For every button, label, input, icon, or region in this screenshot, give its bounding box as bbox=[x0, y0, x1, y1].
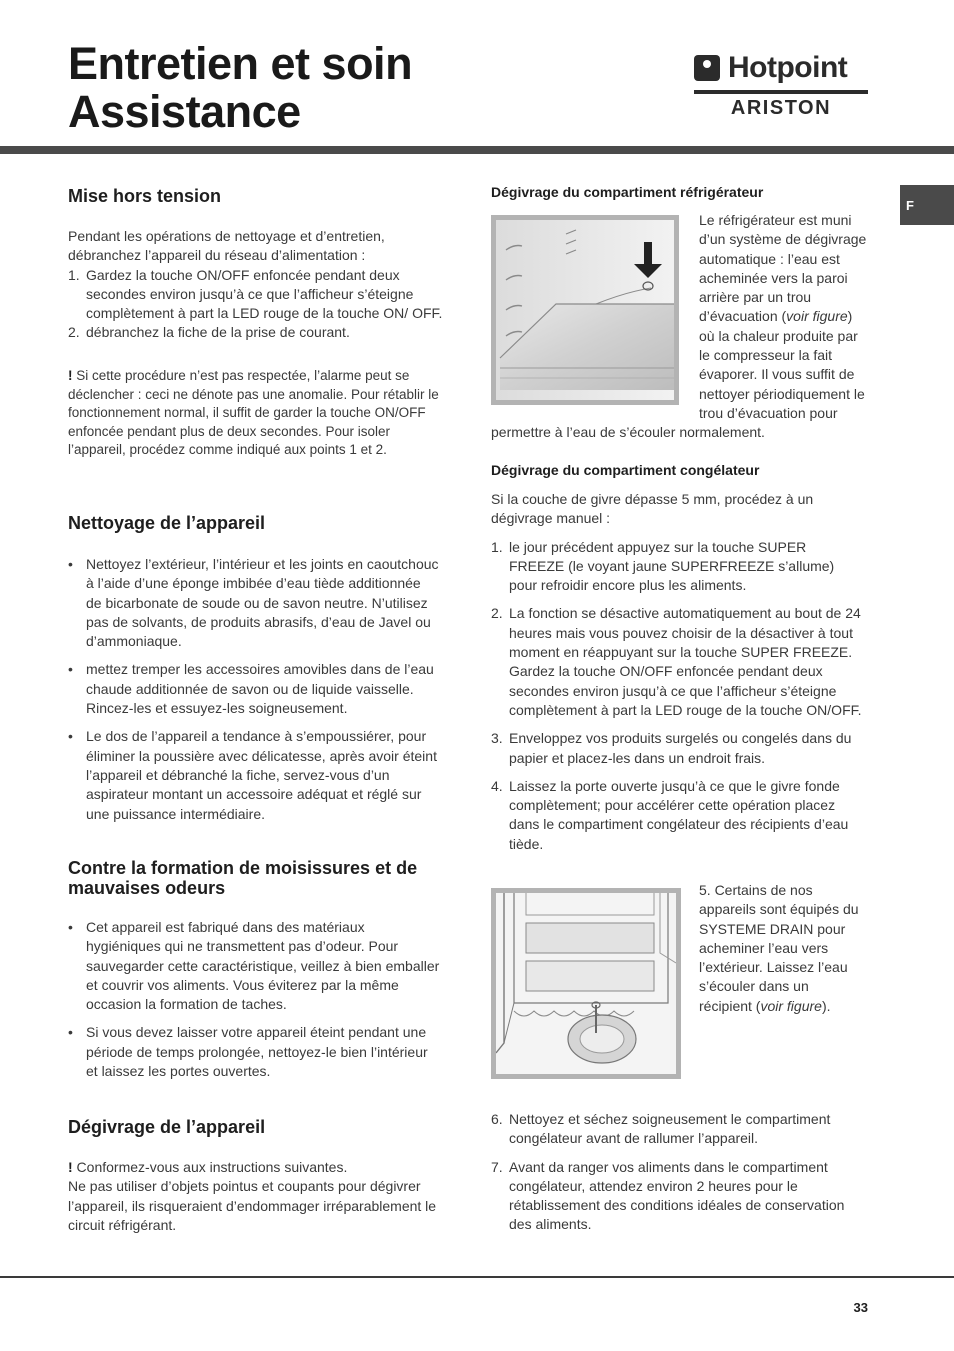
text-part: ) où la chaleur produite par le compresseur la fait évaporer. Il vous suffit de nettoyer périodiquement le trou d’évacuation pour bbox=[699, 308, 865, 421]
warning-text: Si cette procédure n’est pas respectée, l’alarme peut se déclencher : ceci ne dénote pas une anomalie. Pour rétablir le fonctionnement normal, il suffit de garder la touche ON/OFF enfoncée pendant plus de deux secondes. Pour isoler l’appareil, procédez comme indiqué aux points 1 et 2. bbox=[68, 368, 439, 457]
warning-note bbox=[68, 367, 448, 460]
item-number: 1. bbox=[491, 538, 503, 555]
page-number: 33 bbox=[853, 1300, 868, 1315]
section-title-congelateur: Dégivrage du compartiment congélateur bbox=[491, 462, 760, 478]
footer-rule bbox=[0, 1276, 954, 1278]
warning-icon: ! bbox=[68, 368, 73, 383]
drain-system-illustration bbox=[496, 893, 676, 1074]
item-text: débranchez la fiche de la prise de courant. bbox=[86, 324, 350, 341]
bullet-item: • mettez tremper les accessoires amovibles dans de l’eau chaude additionnée de savon ou de liquide vaisselle. Rincez-les et essuyez-les soigneusement. bbox=[68, 660, 440, 718]
figure-fridge-drain bbox=[491, 215, 679, 405]
section-title-degivrage: Dégivrage de l’appareil bbox=[68, 1117, 266, 1137]
section-title-moisissures: Contre la formation de moisissures et de mauvaises odeurs bbox=[68, 858, 418, 898]
section-congelateur-end bbox=[491, 1110, 863, 1235]
section-title-refrigerateur: Dégivrage du compartiment réfrigérateur bbox=[491, 184, 764, 200]
brand-divider bbox=[694, 90, 868, 94]
item-text: Gardez la touche ON/OFF enfoncée pendant deux secondes environ jusqu’à ce que l’afficheur s’éteigne complètement à part la LED rouge de la touche ON/ OFF. bbox=[86, 266, 443, 322]
drain-system-text bbox=[699, 881, 859, 1016]
item-number: 4. bbox=[491, 777, 503, 794]
item-text: La fonction se désactive automatiquement au bout de 24 heures mais vous pouvez choisir de la désactiver à tout moment en réappuyant sur la touche SUPER FREEZE. Gardez la touche ON/OFF enfoncée pendant deux secondes environ jusqu’à ce que l’afficheur s’éteigne complètement à part la LED rouge de la touche ON/OFF. bbox=[509, 605, 862, 718]
warning-icon: ! bbox=[68, 1159, 73, 1175]
fridge-defrost-text bbox=[699, 211, 869, 423]
bullet-item: • Nettoyez l’extérieur, l’intérieur et les joints en caoutchouc à l’aide d’une éponge imbibée d’eau tiède additionnée de bicarbonate de soude ou de savon neutre. N’utilisez pas de solvants, de produits abrasifs, d’eau de Javel ou d’ammoniaque. bbox=[68, 555, 440, 651]
language-tab bbox=[900, 185, 954, 225]
section-moisissures bbox=[68, 918, 440, 1081]
brand-mark-icon bbox=[694, 55, 720, 81]
brand-logo bbox=[694, 52, 868, 126]
bullet-item: • Si vous devez laisser votre appareil éteint pendant une période de temps prolongée, nettoyez-le bien l’intérieur et laissez les portes ouvertes. bbox=[68, 1023, 440, 1081]
item-text: Laissez la porte ouverte jusqu’à ce que le givre fonde complètement; pour accélérer cette opération placez dans le compartiment congélateur des récipients d’eau tiède. bbox=[509, 777, 849, 852]
list-item bbox=[491, 1110, 863, 1149]
bullet-item: • Le dos de l’appareil a tendance à s’empoussiérer, pour éliminer la poussière avec délicatesse, après avoir éteint l’appareil et débranché la fiche, servez-vous d’un aspirateur montant un accessoire adéquat et réglé sur une puissance intermédiaire. bbox=[68, 727, 440, 823]
bullet-item: • Cet appareil est fabriqué dans des matériaux hygiéniques qui ne transmettent pas d’odeur. Pour sauvegarder cette caractéristique, veillez à bien emballer et couvrir vos aliments. Vous éviterez par la même occasion la formation de taches. bbox=[68, 918, 440, 1014]
section-title-nettoyage: Nettoyage de l’appareil bbox=[68, 513, 266, 533]
fridge-interior-illustration bbox=[496, 220, 674, 400]
item-number: 6. bbox=[491, 1111, 503, 1127]
list-item bbox=[68, 266, 448, 324]
paragraph: Pendant les opérations de nettoyage et d’entretien, débranchez l’appareil du réseau d’alimentation : bbox=[68, 228, 385, 264]
item-text: Avant da ranger vos aliments dans le compartiment congélateur, attendez environ 2 heures pour le rétablissement des conditions idéales de conservation des aliments. bbox=[509, 1158, 845, 1233]
header-rule bbox=[0, 146, 954, 154]
list-item bbox=[491, 777, 863, 854]
language-tab-label: F bbox=[906, 198, 914, 213]
list-item bbox=[491, 729, 863, 768]
text-part: ). bbox=[821, 997, 831, 1014]
paragraph: Si la couche de givre dépasse 5 mm, procédez à un dégivrage manuel : bbox=[491, 491, 814, 527]
page-title bbox=[68, 40, 412, 136]
figure-drain-system bbox=[491, 888, 681, 1079]
list-item bbox=[491, 538, 863, 596]
brand-subname: ARISTON bbox=[730, 97, 832, 119]
warning-text: Conformez-vous aux instructions suivantes. bbox=[72, 1159, 348, 1175]
section-title-mise-hors-tension: Mise hors tension bbox=[68, 186, 222, 206]
section-nettoyage bbox=[68, 555, 440, 824]
section-congelateur bbox=[491, 490, 863, 854]
item-text: Enveloppez vos produits surgelés ou congelés dans du papier et placez-les dans un endroit frais. bbox=[509, 730, 852, 766]
figure-reference: voir figure bbox=[786, 308, 848, 325]
fridge-defrost-text-end: permettre à l’eau de s’écouler normalement. bbox=[491, 424, 765, 440]
brand-name: Hotpoint bbox=[728, 51, 848, 84]
item-text: Nettoyez et séchez soigneusement le compartiment congélateur avant de rallumer l’appareil. bbox=[509, 1111, 831, 1147]
page-title-line2: Assistance bbox=[68, 86, 301, 137]
item-number: 1. bbox=[68, 266, 80, 283]
text-part: 5. Certains de nos appareils sont équipés du SYSTEME DRAIN pour acheminer l’eau vers l’extérieur. Laissez l’eau s’écouler dans un récipient ( bbox=[699, 882, 859, 1014]
item-number: 2. bbox=[68, 324, 80, 341]
page-title-line1: Entretien et soin bbox=[68, 38, 413, 89]
section-mise-hors-tension bbox=[68, 227, 448, 343]
list-item bbox=[491, 604, 863, 720]
section-degivrage bbox=[68, 1158, 448, 1235]
list-item bbox=[68, 323, 448, 342]
figure-reference: voir figure bbox=[760, 997, 822, 1014]
paragraph: Ne pas utiliser d’objets pointus et coupants pour dégivrer l’appareil, ils risqueraient d’endommager irréparablement le circuit réfrigérant. bbox=[68, 1178, 437, 1233]
text-part: Le réfrigérateur est muni d’un système de dégivrage automatique : l’eau est acheminée vers la paroi arrière par un trou d’évacuation ( bbox=[699, 212, 867, 325]
item-number: 7. bbox=[491, 1158, 503, 1175]
warning-note bbox=[68, 1158, 448, 1177]
item-text: le jour précédent appuyez sur la touche SUPER FREEZE (le voyant jaune SUPERFREEZE s’allume) pour refroidir encore plus les aliments. bbox=[509, 538, 835, 594]
list-item bbox=[491, 1158, 863, 1235]
item-number: 2. bbox=[491, 605, 503, 622]
item-number: 3. bbox=[491, 730, 503, 747]
